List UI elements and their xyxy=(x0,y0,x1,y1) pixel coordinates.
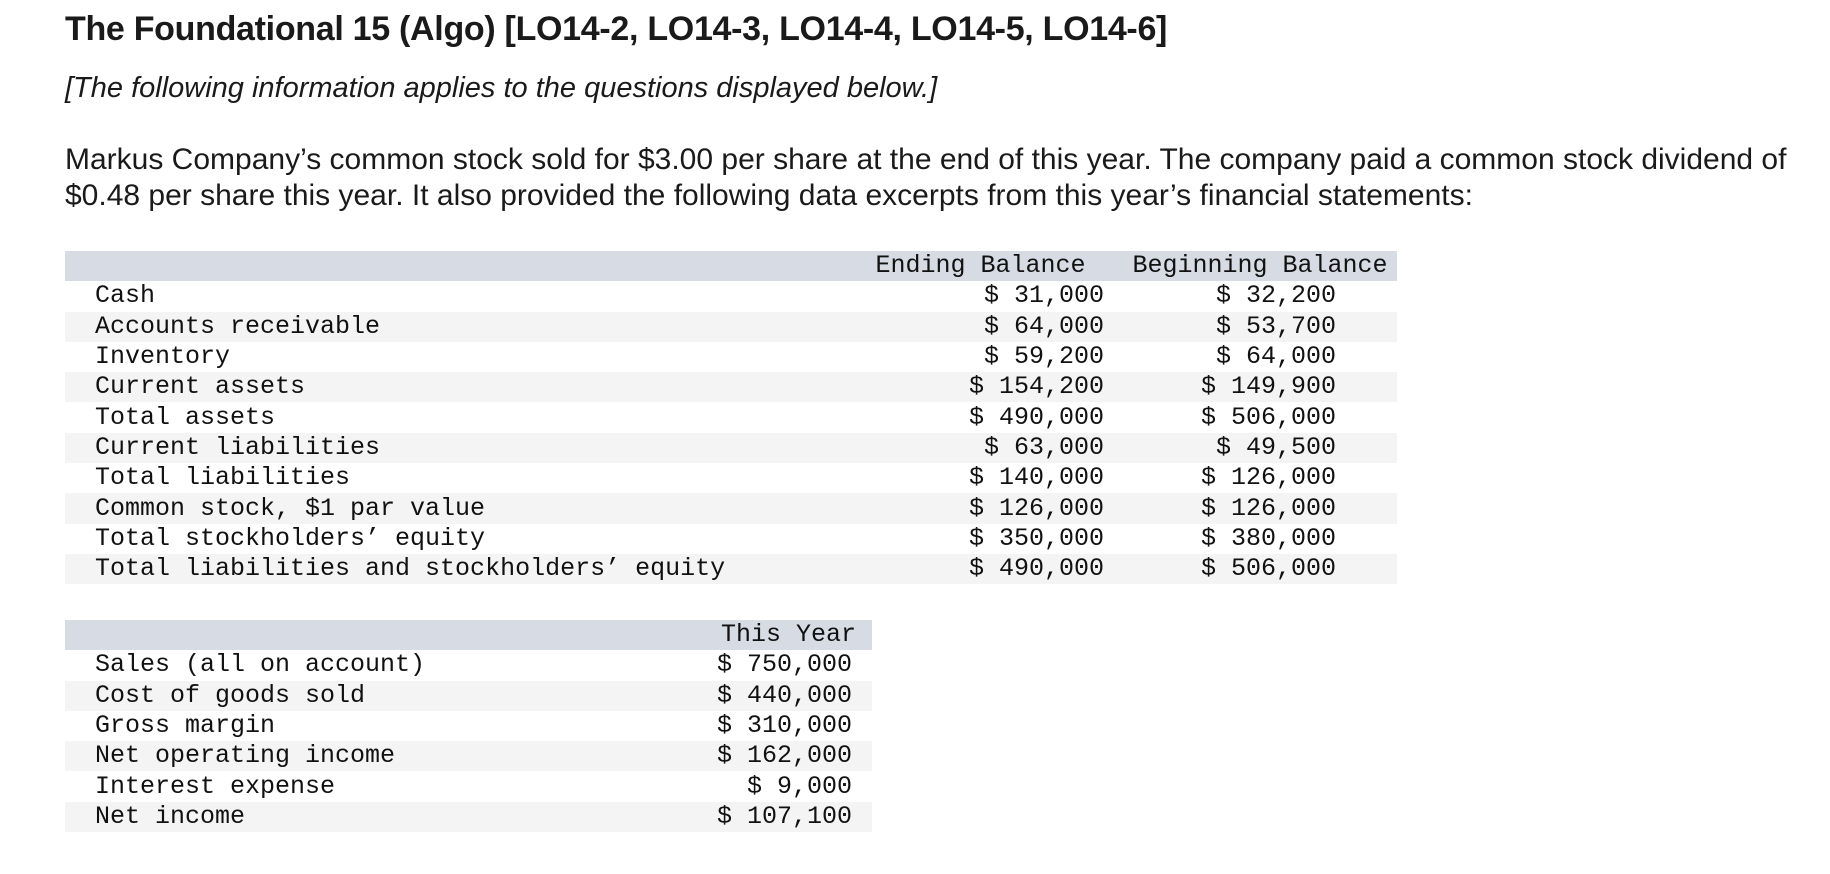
table-row xyxy=(65,402,1397,432)
question-heading: The Foundational 15 (Algo) [LO14-2, LO14-3, LO14-4, LO14-5, LO14-6] xyxy=(65,10,1168,48)
beginning-balance-value: $ 53,700 xyxy=(1215,311,1336,341)
header-label-cell xyxy=(65,620,672,650)
table-row xyxy=(65,524,1397,554)
beginning-balance-value: $ 49,500 xyxy=(1215,432,1336,462)
row-label: Common stock, $1 par value xyxy=(95,493,486,523)
ending-balance-value: $ 59,200 xyxy=(983,342,1104,372)
table-header-row xyxy=(65,251,1397,281)
row-label: Sales (all on account) xyxy=(95,650,426,680)
header-label-cell xyxy=(65,251,838,281)
this-year-value: $ 107,100 xyxy=(716,801,852,831)
ending-balance-value: $ 126,000 xyxy=(968,493,1104,523)
row-label: Current assets xyxy=(95,372,306,402)
this-year-value: $ 9,000 xyxy=(746,771,852,801)
header-this-year: This Year xyxy=(720,620,856,650)
ending-balance-value: $ 490,000 xyxy=(968,554,1104,584)
beginning-balance-value: $ 380,000 xyxy=(1200,523,1336,553)
row-label: Gross margin xyxy=(95,711,276,741)
table-row xyxy=(65,372,1397,402)
ending-balance-value: $ 31,000 xyxy=(983,281,1104,311)
table-row xyxy=(65,433,1397,463)
beginning-balance-value: $ 149,900 xyxy=(1200,372,1336,402)
ending-balance-value: $ 64,000 xyxy=(983,311,1104,341)
table-row xyxy=(65,802,872,832)
table-row xyxy=(65,741,872,771)
balance-sheet-table xyxy=(65,251,1397,584)
table-row xyxy=(65,650,872,680)
table-row xyxy=(65,771,872,801)
row-label: Total liabilities xyxy=(95,463,351,493)
beginning-balance-value: $ 64,000 xyxy=(1215,342,1336,372)
row-label: Net operating income xyxy=(95,741,396,771)
table-row xyxy=(65,281,1397,311)
header-ending-balance: Ending Balance xyxy=(875,251,1086,281)
problem-paragraph: Markus Company’s common stock sold for $3.00 per share at the end of this year. The company paid a common stock dividend of $0.48 per share this year. It also provided the following data excerpts from this year’s financial statements: xyxy=(65,143,1787,212)
row-label: Inventory xyxy=(95,342,231,372)
table-header-row xyxy=(65,620,872,650)
beginning-balance-value: $ 126,000 xyxy=(1200,463,1336,493)
beginning-balance-value: $ 32,200 xyxy=(1215,281,1336,311)
beginning-balance-value: $ 126,000 xyxy=(1200,493,1336,523)
table-row xyxy=(65,681,872,711)
row-label: Cost of goods sold xyxy=(95,680,366,710)
this-year-value: $ 440,000 xyxy=(716,680,852,710)
row-label: Total liabilities and stockholders’ equity xyxy=(95,554,726,584)
ending-balance-value: $ 140,000 xyxy=(968,463,1104,493)
row-label: Current liabilities xyxy=(95,432,381,462)
ending-balance-value: $ 63,000 xyxy=(983,432,1104,462)
this-year-value: $ 750,000 xyxy=(716,650,852,680)
row-label: Accounts receivable xyxy=(95,311,381,341)
intro-note: [The following information applies to the questions displayed below.] xyxy=(65,72,938,104)
table-row xyxy=(65,711,872,741)
table-row xyxy=(65,342,1397,372)
ending-balance-value: $ 350,000 xyxy=(968,523,1104,553)
row-label: Cash xyxy=(95,281,156,311)
header-beginning-balance: Beginning Balance xyxy=(1132,251,1388,281)
ending-balance-value: $ 490,000 xyxy=(968,402,1104,432)
row-label: Total stockholders’ equity xyxy=(95,523,486,553)
beginning-balance-value: $ 506,000 xyxy=(1200,402,1336,432)
table-row xyxy=(65,554,1397,584)
table-row xyxy=(65,463,1397,493)
this-year-value: $ 310,000 xyxy=(716,711,852,741)
table-row xyxy=(65,312,1397,342)
income-statement-table xyxy=(65,620,872,832)
row-label: Total assets xyxy=(95,402,276,432)
ending-balance-value: $ 154,200 xyxy=(968,372,1104,402)
row-label: Interest expense xyxy=(95,771,336,801)
table-row xyxy=(65,493,1397,523)
beginning-balance-value: $ 506,000 xyxy=(1200,554,1336,584)
row-label: Net income xyxy=(95,801,246,831)
this-year-value: $ 162,000 xyxy=(716,741,852,771)
